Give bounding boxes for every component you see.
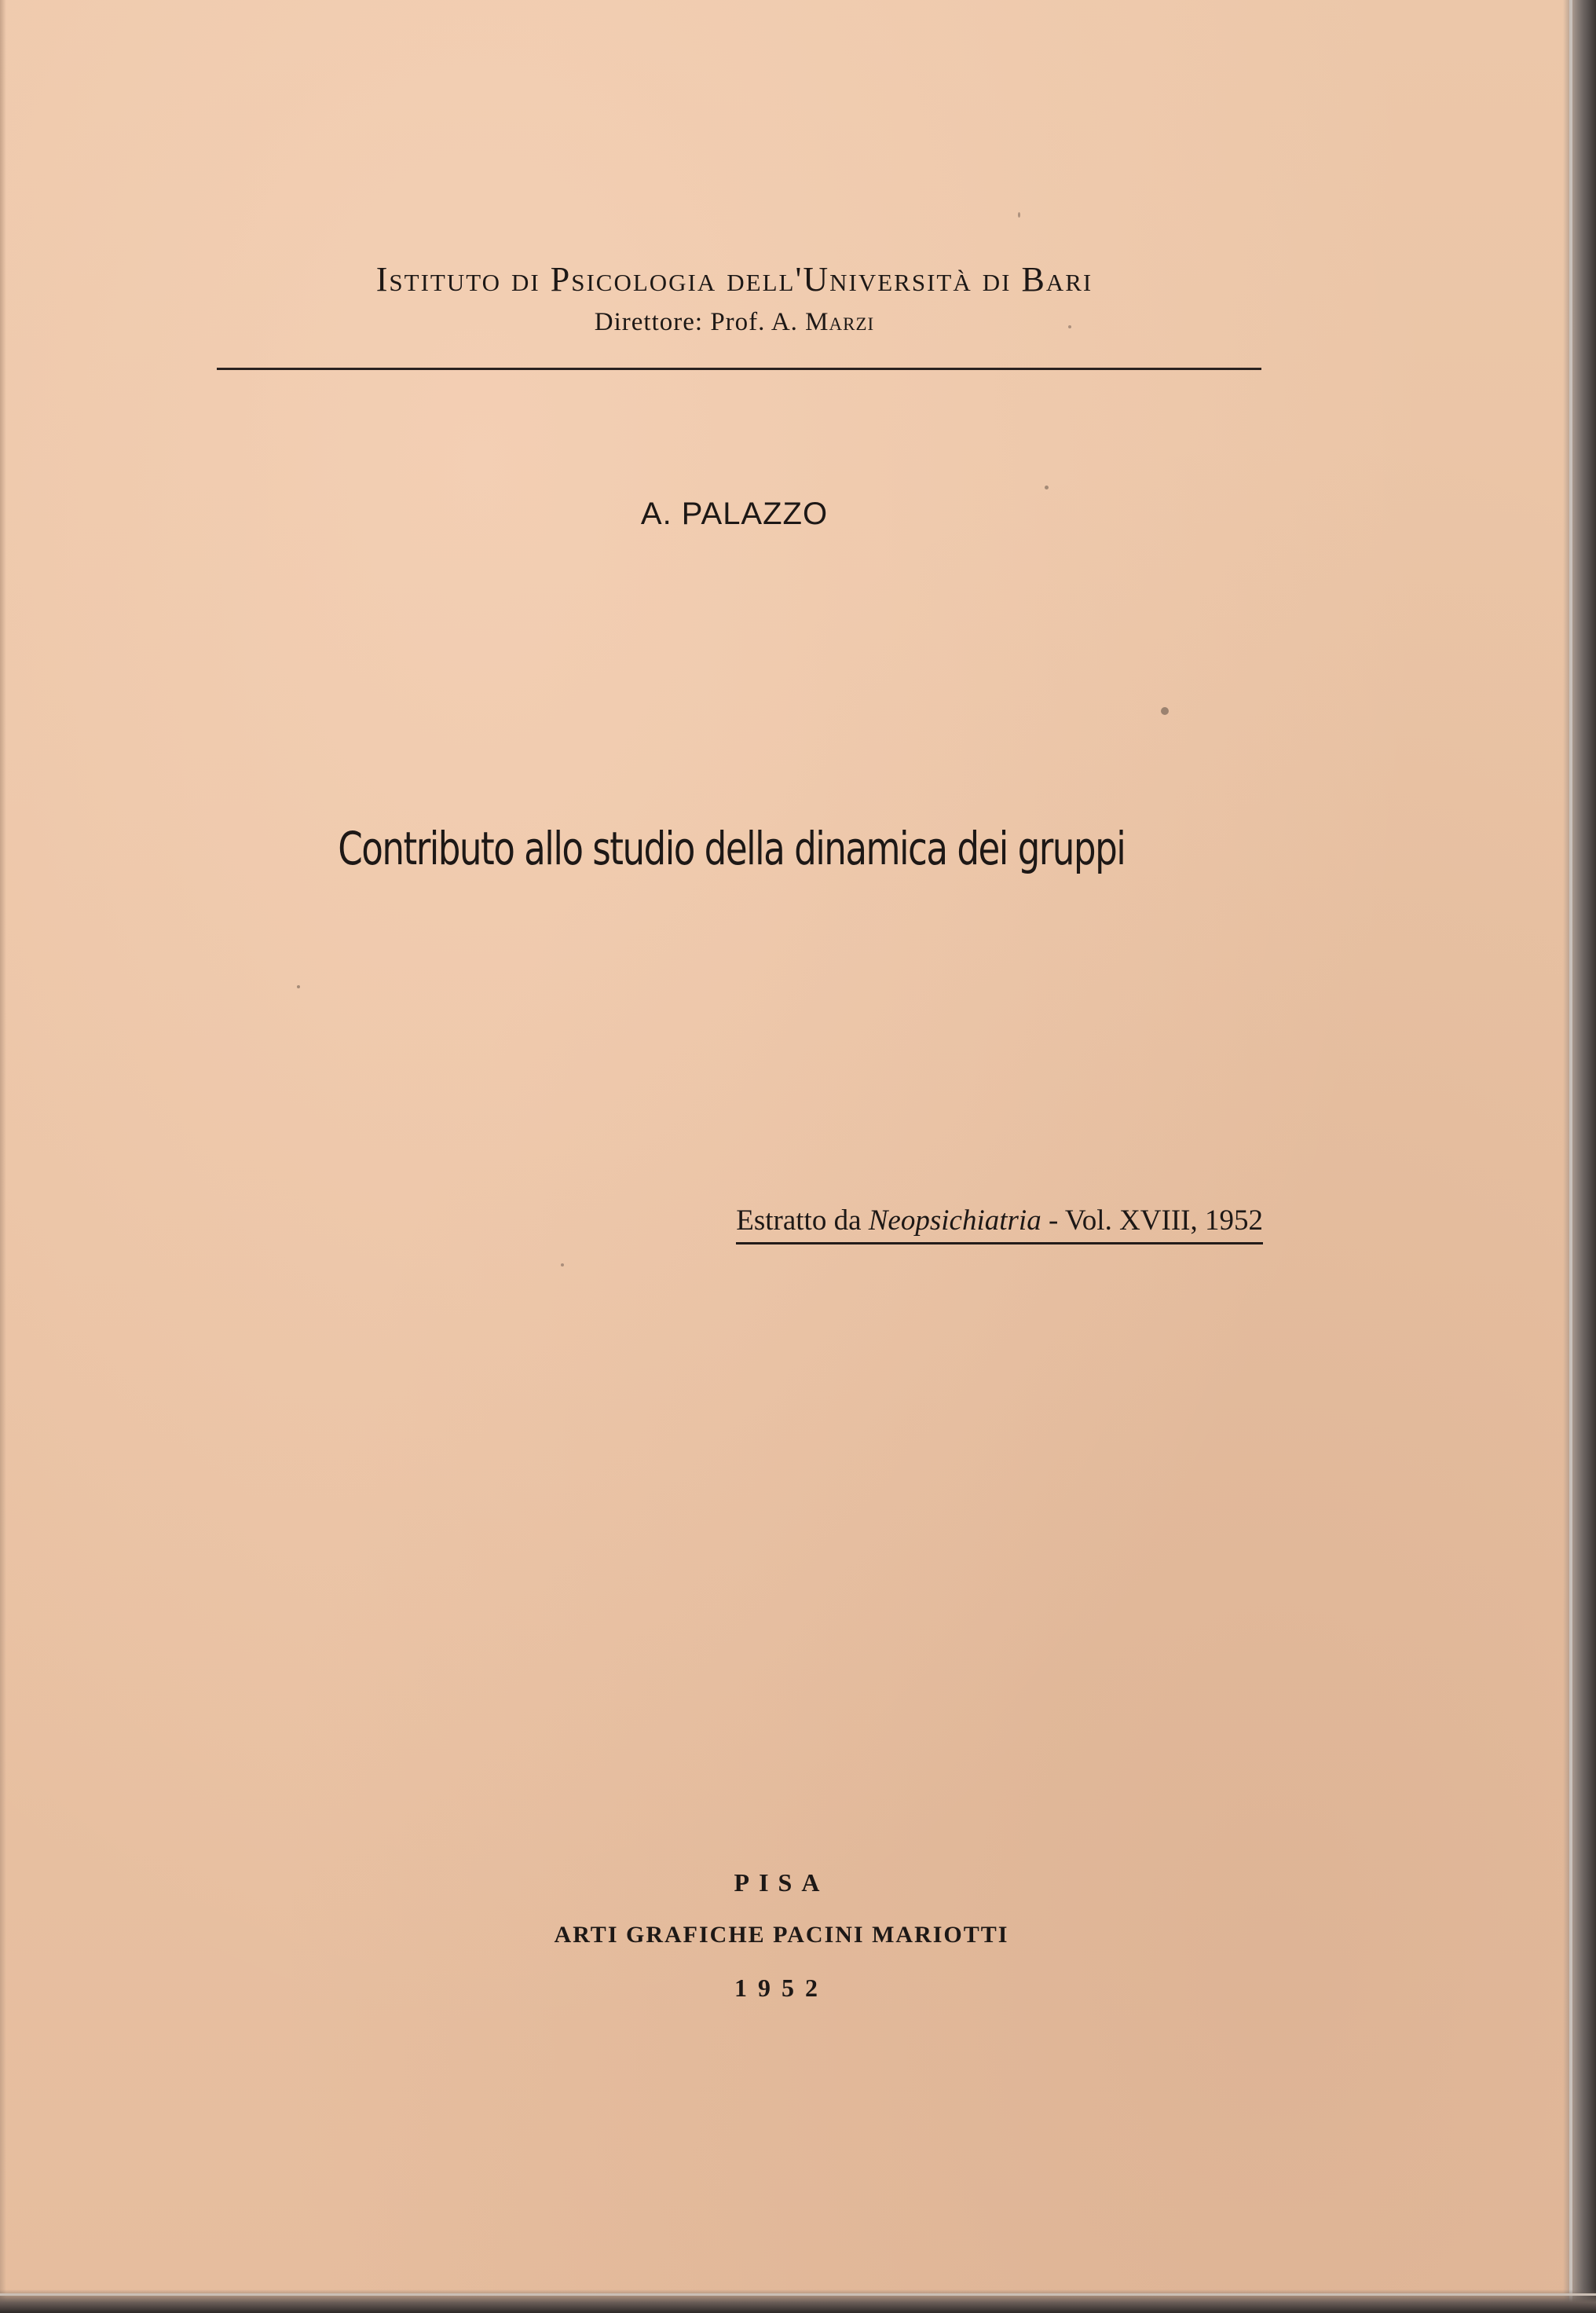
paper-speck (1161, 707, 1169, 715)
publisher-name: ARTI GRAFICHE PACINI MARIOTTI (554, 1922, 1009, 1948)
journal-name: Neopsichiatria (868, 1204, 1041, 1237)
extract-prefix: Estratto da (736, 1204, 869, 1237)
header-rule (217, 368, 1261, 370)
extract-volume: - Vol. XVIII, 1952 (1041, 1204, 1263, 1237)
extract-note (736, 1204, 1263, 1244)
director-name: Marzi (805, 308, 875, 336)
paper-speck (561, 1263, 564, 1266)
cover-bottom-edge-highlight (0, 2293, 1596, 2296)
cover-left-edge (0, 0, 6, 2313)
paper-speck (1018, 212, 1020, 218)
author-name: A. PALAZZO (640, 497, 829, 531)
cover-right-edge-highlight (1569, 0, 1572, 2313)
document-title: Contributo allo studio della dinamica dei gruppi (338, 822, 1126, 875)
director-prefix: Direttore: Prof. A. (594, 308, 806, 336)
institute-heading: Istituto di Psicologia dell'Università di Bari (375, 260, 1093, 299)
cover-right-edge (1563, 0, 1596, 2313)
publication-city: PISA (734, 1868, 829, 1897)
paper-speck (1045, 486, 1049, 489)
publication-year: 1952 (734, 1974, 829, 2002)
paper-speck (297, 985, 300, 988)
director-line (0, 308, 1469, 337)
